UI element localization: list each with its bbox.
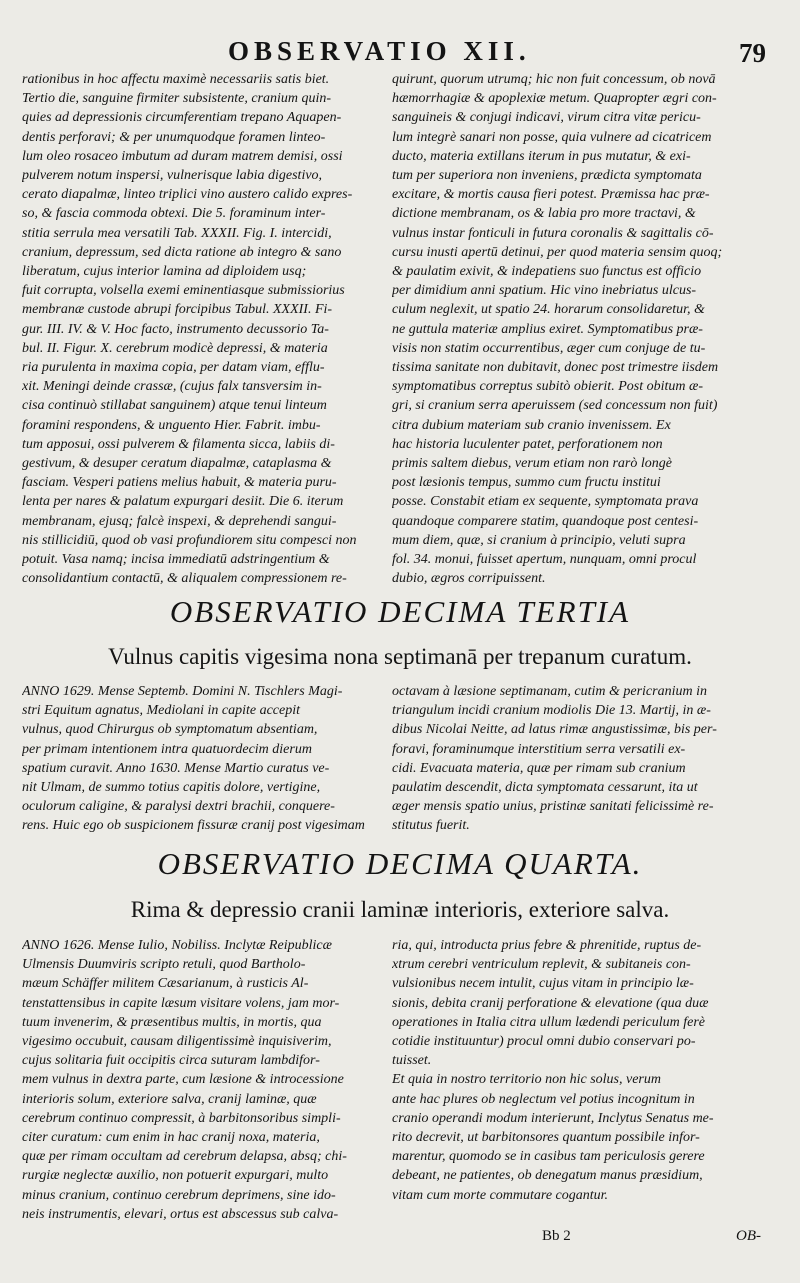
text-line: stri Equitum agnatus, Mediolani in capite accepit — [22, 703, 301, 719]
text-line: tissima sanitate non dubitavit, donec post trimestre iisdem — [392, 360, 719, 376]
text-line: cerato diapalmæ, linteo triplici vino austero calido expres- — [22, 187, 353, 203]
observation-14-heading: OBSERVATIO DECIMA QUARTA. — [157, 846, 643, 881]
text-line: per dimidium anni spatium. Hic vino inebriatus ulcus- — [392, 283, 697, 299]
observation-14-subtitle: Rima & depressio cranii laminæ interioris, exteriore salva. — [130, 897, 670, 922]
text-line: gur. III. IV. & V. Hoc facto, instrumento decussorio Ta- — [22, 321, 329, 337]
text-line: visis non statim occurrentibus, æger cum conjuge de tu- — [392, 340, 706, 356]
text-line: fasciam. Vesperi patiens melius habuit, & materia puru- — [22, 475, 337, 491]
text-line: nit Ulmam, de summo totius capitis dolore, vertigine, — [22, 780, 321, 796]
text-line: cotidie instituuntur) procul omni dubio conservari po- — [392, 1034, 696, 1050]
text-line: vulnus instar fonticuli in futura coronalis & sagittalis cō- — [392, 225, 714, 241]
observation-13-body — [0, 682, 800, 832]
text-line: neis instrumentis, elevari, ortus est abscessus sub calva- — [22, 1206, 339, 1222]
text-line: quies ad depressionis circumferentiam trepano Aquapen- — [22, 110, 342, 126]
text-line: quirunt, quorum utrumq; hic non fuit concessum, ob novā — [392, 72, 716, 87]
text-line: Et quia in nostro territorio non hic solus, verum — [392, 1072, 661, 1088]
text-line: æger mensis spatio unius, pristinæ sanitati felicissimè re- — [392, 799, 714, 815]
text-line: nis stillicidiū, quod ob vasi profundiorem situ compesci non — [22, 532, 357, 548]
text-line: dibus Nicolai Neitte, ad latus rimæ angustissimæ, bis per- — [392, 722, 717, 738]
text-line: hæmorrhagiæ & apoplexiæ metum. Quapropter ægri con- — [392, 91, 717, 107]
text-line: marentur, quomodo se in casibus tam periculosis gerere — [392, 1149, 705, 1165]
text-line: Ulmensis Duumviris scripto retuli, quod Bartholo- — [22, 957, 306, 973]
text-line: ANNO 1629. Mense Septemb. Domini N. Tischlers Magi- — [22, 684, 343, 699]
right-column — [392, 682, 780, 836]
text-line: debeant, ne patientes, ob denegatum manus præsidium, — [392, 1168, 703, 1184]
right-column — [392, 936, 780, 1205]
text-line: dictione membranam, os & labia pro more tractavi, & — [392, 206, 696, 222]
text-line: oculorum caligine, & paralysi dextri brachii, conquere- — [22, 799, 335, 815]
text-line: gri, si cranium serra aperuissem (sed concessum non fuit) — [392, 398, 718, 414]
text-line: octavam à læsione septimanam, cutim & pericranium in — [392, 684, 707, 699]
text-line: rurgiæ neglectæ auxilio, non potuerit expurgari, multo — [22, 1168, 329, 1184]
text-line: vigesimo occubuit, causam diligentissimè inquisiverim, — [22, 1034, 332, 1050]
text-line: liberatum, cujus interior lamina ad diploidem usq; — [22, 264, 307, 280]
text-line: sionis, debita cranij perforatione & elevatione (qua duæ — [392, 995, 709, 1011]
signature-mark: Bb 2 — [542, 1228, 571, 1244]
text-line: cranium, depressum, sed dicta ratione ab integro & sano — [22, 244, 342, 260]
left-column — [22, 936, 388, 1224]
running-title: OBSERVATIO XII. — [228, 36, 531, 66]
text-line: bul. II. Figur. X. cerebrum modicè depressi, & materia — [22, 340, 328, 356]
text-line: vulsionibus necem intulit, cujus vitam in principio læ- — [392, 976, 694, 992]
text-line: mem vulnus in dextra parte, cum læsione & introcessione — [22, 1072, 344, 1088]
text-line: triangulum incidi cranium modiolis Die 13. Martij, in æ- — [392, 703, 711, 719]
text-line: foramini respondens, & unguento Hier. Fabrit. imbu- — [22, 417, 321, 433]
running-head — [0, 30, 800, 70]
text-line: cerebrum continuo compressit, à barbitonsoribus simpli- — [22, 1110, 341, 1126]
text-line: lum oleo rosaceo imbutum ad duram matrem demisi, ossi — [22, 148, 343, 164]
text-line: pulverem notum inspersi, vulnerisque labia digestivo, — [22, 168, 323, 184]
text-line: lenta per nares & palatum expurgari desiit. Die 6. iterum — [22, 494, 344, 510]
text-line: so, & fascia commoda obtexi. Die 5. foraminum inter- — [22, 206, 326, 222]
right-column — [392, 70, 780, 588]
text-line: mæum Schäffer militem Cæsarianum, à rusticis Al- — [22, 976, 309, 992]
text-line: stitutus fuerit. — [392, 818, 470, 834]
text-line: cujus solitaria fuit occipitis circa suturam lambdifor- — [22, 1053, 320, 1069]
text-line: xit. Meningi deinde crassæ, (cujus falx tansversim in- — [22, 379, 322, 395]
text-line: quæ per rimam occultam ad cerebrum delapsa, absq; chi- — [22, 1149, 347, 1165]
text-line: posse. Constabit etiam ex sequente, symptomata prava — [392, 494, 699, 510]
text-line: spatium curavit. Anno 1630. Mense Martio curatus ve- — [22, 760, 330, 776]
text-line: potuit. Vasa namq; incisa immediatū adstringentium & — [22, 552, 330, 568]
text-line: tum apposui, ossi pulverem & filamenta sicca, labiis di- — [22, 436, 335, 452]
text-line: xtrum cerebri ventriculum replevit, & subitaneis con- — [392, 957, 691, 973]
text-line: interioris solum, exteriore salva, cranij laminæ, quæ — [22, 1091, 317, 1107]
text-line: dubio, ægros corripuissent. — [392, 571, 546, 587]
text-line: excitare, & mortis causa fieri potest. Præmissa hac præ- — [392, 187, 710, 203]
text-line: tenstattensibus in capite læsum visitare volens, jam mor- — [22, 995, 340, 1011]
text-line: ria, qui, introducta prius febre & phrenitide, ruptus de- — [392, 938, 702, 953]
text-line: ducto, materia extillans iterum in pus mutatur, & exi- — [392, 148, 691, 164]
text-line: primis saltem diebus, verum etiam non rarò longè — [392, 456, 672, 472]
text-line: sanguineis & conjugi indicavi, virum citra vitæ pericu- — [392, 110, 701, 126]
text-line: rens. Huic ego ob suspicionem fissuræ cranij post vigesimam — [22, 818, 365, 834]
text-line: tuum invenerim, & præsentibus multis, in mortis, qua — [22, 1014, 322, 1030]
text-line: tum per superiora non inveniens, prædicta symptomata — [392, 168, 702, 184]
text-line: hac historia luculenter patet, perforationem non — [392, 436, 663, 452]
page-footer — [0, 1228, 800, 1252]
text-line: symptomatibus correptus subitò obierit. Post obitum æ- — [392, 379, 703, 395]
text-line: dentis perforavi; & per unumquodque foramen linteo- — [22, 129, 326, 145]
text-line: vulnus, quod Chirurgus ob symptomatum absentiam, — [22, 722, 318, 738]
text-line: consolidantium contactū, & aliqualem compressionem re- — [22, 571, 347, 587]
observation-13-heading: OBSERVATIO DECIMA TERTIA — [169, 594, 631, 629]
text-line: ANNO 1626. Mense Iulio, Nobiliss. Inclytæ Reipublicæ — [22, 938, 332, 953]
catchword: OB- — [736, 1228, 761, 1244]
text-line: fuit corrupta, volsella exemi eminentiasque submissiorius — [22, 283, 345, 299]
text-line: citer curatum: cum enim in hac cranij noxa, materia, — [22, 1130, 320, 1146]
left-column — [22, 682, 388, 836]
text-line: post læsionis tempus, summo cum fructu institui — [392, 475, 661, 491]
text-line: rito decrevit, ut barbitonsores quantum possibile infor- — [392, 1130, 700, 1146]
page-number: 79 — [739, 38, 766, 68]
text-line: tuisset. — [392, 1053, 432, 1069]
text-line: quandoque comparere statim, quandoque post centesi- — [392, 513, 699, 529]
text-line: paulatim descendit, dicta symptomata cessarunt, ita ut — [392, 780, 698, 796]
observation-14-body — [0, 936, 800, 1221]
left-column — [22, 70, 388, 588]
text-line: cranio operandi modum interierunt, Inclytus Senatus me- — [392, 1110, 714, 1126]
text-line: rationibus in hoc affectu maximè necessariis satis biet. — [22, 72, 330, 87]
text-line: foravi, foraminumque interstitium serra versatili ex- — [392, 741, 686, 757]
text-line: Tertio die, sanguine firmiter subsistente, cranium quin- — [22, 91, 332, 107]
text-line: citra dubium materiam sub cranio invenissem. Ex — [392, 417, 671, 433]
text-line: vitam cum morte commutare cogantur. — [392, 1187, 609, 1203]
text-line: & paulatim exivit, & indepatiens suo functus est officio — [392, 264, 702, 280]
text-line: gestivum, & desuper ceratum diapalmæ, cataplasma & — [22, 456, 332, 472]
text-line: lum integrè sanari non posse, quia vulnere ad cicatricem — [392, 129, 712, 145]
text-line: mum diem, quæ, si cranium à principio, veluti supra — [392, 532, 686, 548]
text-line: cisa continuò stillabat sanguinem) atque tenui linteum — [22, 398, 327, 414]
text-line: culum neglexit, ut spatio 24. horarum consolidaretur, & — [392, 302, 705, 318]
text-line: ante hac plures ob neglectum vel potius incognitum in — [392, 1091, 695, 1107]
text-line: operationes in Italia citra ullum lædendi periculum ferè — [392, 1014, 706, 1030]
text-line: ne guttula materiæ amplius exiret. Symptomatibus præ- — [392, 321, 703, 337]
text-line: cursu inusti apertū detinui, per quod materia sensim quoq; — [392, 244, 723, 260]
text-line: fol. 34. monui, fuisset apertum, nunquam, omni procul — [392, 552, 697, 568]
observation-12-continuation — [0, 70, 800, 595]
text-line: membranæ custode abrupi forcipibus Tabul. XXXII. Fi- — [22, 302, 333, 318]
text-line: membranam, ejusq; falcè inspexi, & deprehendi sangui- — [22, 513, 337, 529]
text-line: per primam intentionem intra quatuordecim dierum — [22, 741, 312, 757]
text-line: ria purulenta in maxima copia, per datam viam, efflu- — [22, 360, 325, 376]
text-line: cidi. Evacuata materia, quæ per rimam sub cranium — [392, 760, 686, 776]
text-line: stitia serrula mea versatili Tab. XXXII. Fig. I. intercidi, — [22, 225, 332, 241]
observation-13-subtitle: Vulnus capitis vigesima nona septimanā per trepanum curatum. — [108, 644, 692, 669]
text-line: minus cranium, continuo cerebrum deprimens, sine ido- — [22, 1187, 336, 1203]
